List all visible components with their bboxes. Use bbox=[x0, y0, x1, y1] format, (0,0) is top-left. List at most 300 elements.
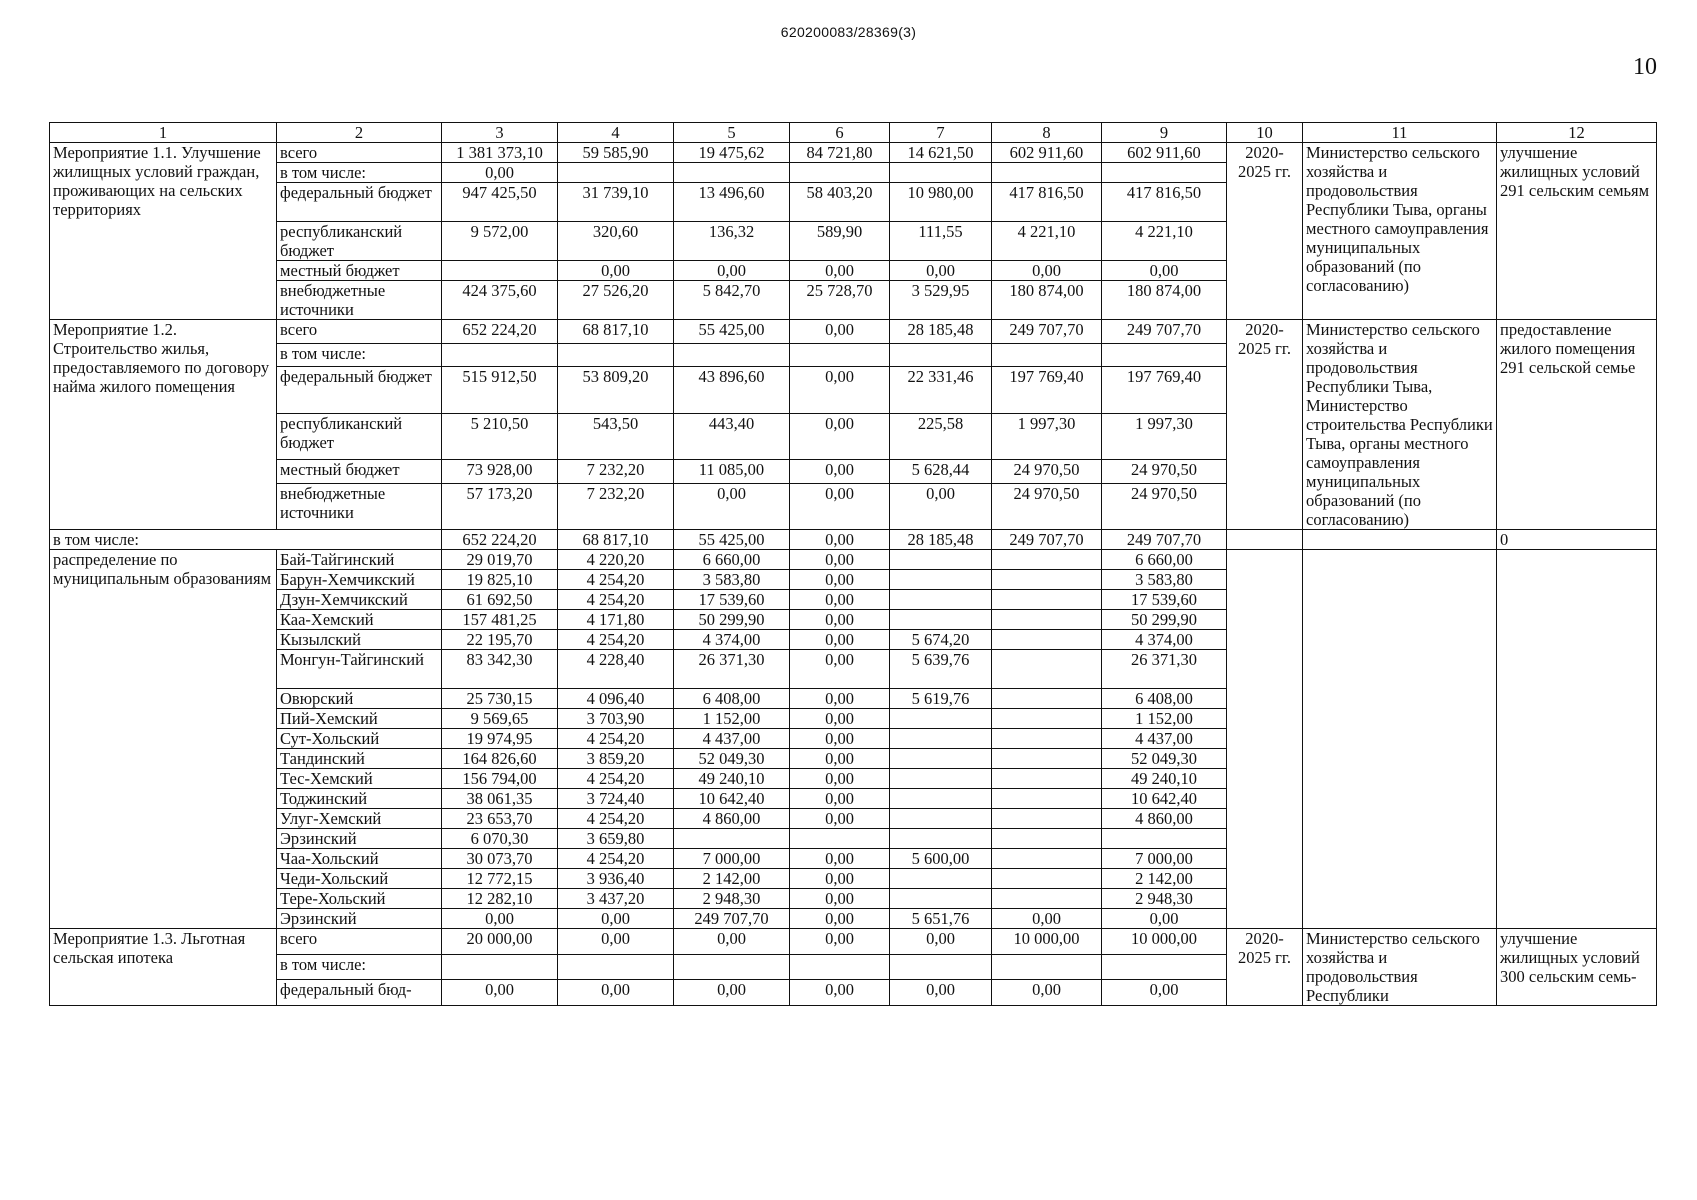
amount-cell: 4 254,20 bbox=[558, 809, 674, 829]
amount-cell: 4 221,10 bbox=[992, 222, 1102, 261]
amount-cell: 0,00 bbox=[790, 709, 890, 729]
amount-cell: 6 660,00 bbox=[674, 550, 790, 570]
amount-cell: 0,00 bbox=[790, 483, 890, 529]
municipality-name: Чеди-Хольский bbox=[277, 869, 442, 889]
column-header: 4 bbox=[558, 123, 674, 143]
amount-cell: 0,00 bbox=[790, 909, 890, 929]
amount-cell: 0,00 bbox=[790, 849, 890, 869]
amount-cell bbox=[992, 163, 1102, 183]
funding-source-label: в том числе: bbox=[277, 163, 442, 183]
amount-cell: 55 425,00 bbox=[674, 320, 790, 344]
column-header: 7 bbox=[890, 123, 992, 143]
executor-cell: Министерство сельского хозяйства и продовольствия Республики Тыва, Министерство строительства Республики Тыва, органы местного самоуправления муниципальных образований (по согласованию) bbox=[1303, 320, 1497, 530]
column-header: 3 bbox=[442, 123, 558, 143]
municipality-name: Каа-Хемский bbox=[277, 610, 442, 630]
period-cell: 2020-2025 гг. bbox=[1227, 143, 1303, 320]
amount-cell: 10 980,00 bbox=[890, 183, 992, 222]
executor-cell bbox=[1303, 530, 1497, 550]
executor-cell: Министерство сельского хозяйства и продовольствия Республики Тыва, органы местного самоуправления муниципальных образований (по согласованию) bbox=[1303, 143, 1497, 320]
amount-cell bbox=[992, 570, 1102, 590]
amount-cell bbox=[890, 789, 992, 809]
municipality-name: Тоджинский bbox=[277, 789, 442, 809]
amount-cell bbox=[992, 590, 1102, 610]
funding-source-label: федеральный бюджет bbox=[277, 183, 442, 222]
amount-cell: 249 707,70 bbox=[1102, 320, 1227, 344]
amount-cell bbox=[992, 729, 1102, 749]
amount-cell: 4 221,10 bbox=[1102, 222, 1227, 261]
amount-cell: 652 224,20 bbox=[442, 320, 558, 344]
amount-cell: 24 970,50 bbox=[992, 459, 1102, 483]
amount-cell: 4 437,00 bbox=[1102, 729, 1227, 749]
amount-cell: 38 061,35 bbox=[442, 789, 558, 809]
amount-cell: 19 974,95 bbox=[442, 729, 558, 749]
amount-cell: 29 019,70 bbox=[442, 550, 558, 570]
column-header: 11 bbox=[1303, 123, 1497, 143]
amount-cell: 0,00 bbox=[890, 929, 992, 955]
funding-source-label: внебюджетные источники bbox=[277, 281, 442, 320]
measure-title: Мероприятие 1.1. Улучшение жилищных условий граждан, проживающих на сельских территориях bbox=[50, 143, 277, 320]
amount-cell: 947 425,50 bbox=[442, 183, 558, 222]
amount-cell: 0,00 bbox=[790, 929, 890, 955]
amount-cell: 10 000,00 bbox=[992, 929, 1102, 955]
amount-cell bbox=[992, 869, 1102, 889]
document-id: 620200083/28369(3) bbox=[780, 24, 917, 40]
subtotal-label: в том числе: bbox=[50, 530, 442, 550]
amount-cell: 26 371,30 bbox=[674, 650, 790, 689]
amount-cell bbox=[674, 954, 790, 980]
amount-cell: 10 000,00 bbox=[1102, 929, 1227, 955]
municipality-name: Овюрский bbox=[277, 689, 442, 709]
funding-source-label: федеральный бюд- bbox=[277, 980, 442, 1006]
amount-cell bbox=[558, 163, 674, 183]
amount-cell: 0,00 bbox=[1102, 909, 1227, 929]
amount-cell: 6 070,30 bbox=[442, 829, 558, 849]
amount-cell: 0,00 bbox=[790, 261, 890, 281]
amount-cell: 84 721,80 bbox=[790, 143, 890, 163]
amount-cell bbox=[992, 343, 1102, 367]
amount-cell: 156 794,00 bbox=[442, 769, 558, 789]
amount-cell bbox=[992, 610, 1102, 630]
column-header: 12 bbox=[1497, 123, 1657, 143]
amount-cell: 59 585,90 bbox=[558, 143, 674, 163]
amount-cell: 2 948,30 bbox=[674, 889, 790, 909]
amount-cell: 1 997,30 bbox=[992, 413, 1102, 459]
amount-cell bbox=[890, 343, 992, 367]
amount-cell: 5 600,00 bbox=[890, 849, 992, 869]
column-header: 9 bbox=[1102, 123, 1227, 143]
amount-cell bbox=[992, 829, 1102, 849]
amount-cell: 0,00 bbox=[790, 367, 890, 413]
amount-cell bbox=[790, 163, 890, 183]
amount-cell: 4 096,40 bbox=[558, 689, 674, 709]
amount-cell: 417 816,50 bbox=[1102, 183, 1227, 222]
amount-cell bbox=[992, 849, 1102, 869]
amount-cell: 68 817,10 bbox=[558, 320, 674, 344]
amount-cell: 4 254,20 bbox=[558, 630, 674, 650]
amount-cell bbox=[890, 749, 992, 769]
amount-cell bbox=[992, 689, 1102, 709]
measure-title: Мероприятие 1.2. Строительство жилья, предоставляемого по договору найма жилого помещения bbox=[50, 320, 277, 530]
column-header: 6 bbox=[790, 123, 890, 143]
amount-cell: 249 707,70 bbox=[992, 530, 1102, 550]
amount-cell: 0,00 bbox=[790, 459, 890, 483]
amount-cell bbox=[992, 630, 1102, 650]
amount-cell: 0,00 bbox=[790, 729, 890, 749]
amount-cell: 6 408,00 bbox=[674, 689, 790, 709]
municipality-name: Пий-Хемский bbox=[277, 709, 442, 729]
amount-cell bbox=[1102, 954, 1227, 980]
amount-cell bbox=[992, 769, 1102, 789]
amount-cell: 0,00 bbox=[674, 261, 790, 281]
amount-cell bbox=[992, 749, 1102, 769]
amount-cell: 19 475,62 bbox=[674, 143, 790, 163]
amount-cell: 4 437,00 bbox=[674, 729, 790, 749]
column-header: 8 bbox=[992, 123, 1102, 143]
amount-cell: 0,00 bbox=[992, 980, 1102, 1006]
municipality-name: Дзун-Хемчикский bbox=[277, 590, 442, 610]
amount-cell: 320,60 bbox=[558, 222, 674, 261]
result-cell: предоставление жилого помещения 291 сельской семье bbox=[1497, 320, 1657, 530]
amount-cell: 14 621,50 bbox=[890, 143, 992, 163]
amount-cell: 602 911,60 bbox=[1102, 143, 1227, 163]
period-cell: 2020-2025 гг. bbox=[1227, 929, 1303, 1006]
amount-cell bbox=[890, 769, 992, 789]
amount-cell: 225,58 bbox=[890, 413, 992, 459]
amount-cell: 52 049,30 bbox=[1102, 749, 1227, 769]
municipality-name: Тандинский bbox=[277, 749, 442, 769]
amount-cell: 57 173,20 bbox=[442, 483, 558, 529]
amount-cell: 0,00 bbox=[790, 413, 890, 459]
amount-cell: 589,90 bbox=[790, 222, 890, 261]
municipality-name: Эрзинский bbox=[277, 909, 442, 929]
amount-cell: 136,32 bbox=[674, 222, 790, 261]
amount-cell: 0,00 bbox=[674, 980, 790, 1006]
amount-cell: 0,00 bbox=[558, 261, 674, 281]
amount-cell bbox=[992, 889, 1102, 909]
amount-cell: 4 374,00 bbox=[1102, 630, 1227, 650]
funding-source-label: в том числе: bbox=[277, 343, 442, 367]
amount-cell: 417 816,50 bbox=[992, 183, 1102, 222]
header-row bbox=[50, 123, 1657, 143]
amount-cell: 3 583,80 bbox=[1102, 570, 1227, 590]
amount-cell: 3 724,40 bbox=[558, 789, 674, 809]
amount-cell: 0,00 bbox=[790, 570, 890, 590]
page-number: 10 bbox=[1633, 54, 1657, 80]
amount-cell: 0,00 bbox=[790, 769, 890, 789]
amount-cell bbox=[890, 570, 992, 590]
budget-table bbox=[49, 122, 1657, 1006]
amount-cell: 9 569,65 bbox=[442, 709, 558, 729]
amount-cell: 4 254,20 bbox=[558, 849, 674, 869]
amount-cell: 3 529,95 bbox=[890, 281, 992, 320]
amount-cell: 0,00 bbox=[790, 630, 890, 650]
amount-cell: 52 049,30 bbox=[674, 749, 790, 769]
funding-source-label: всего bbox=[277, 320, 442, 344]
table-row bbox=[50, 320, 1657, 344]
amount-cell: 24 970,50 bbox=[992, 483, 1102, 529]
amount-cell: 4 374,00 bbox=[674, 630, 790, 650]
amount-cell: 0,00 bbox=[558, 909, 674, 929]
municipality-name: Барун-Хемчикский bbox=[277, 570, 442, 590]
table-row bbox=[50, 929, 1657, 955]
amount-cell: 4 254,20 bbox=[558, 570, 674, 590]
amount-cell bbox=[1102, 163, 1227, 183]
amount-cell: 0,00 bbox=[1102, 980, 1227, 1006]
amount-cell bbox=[890, 610, 992, 630]
amount-cell: 7 232,20 bbox=[558, 459, 674, 483]
amount-cell: 4 254,20 bbox=[558, 769, 674, 789]
amount-cell: 24 970,50 bbox=[1102, 459, 1227, 483]
amount-cell: 180 874,00 bbox=[1102, 281, 1227, 320]
measure-title: Мероприятие 1.3. Льготная сельская ипотека bbox=[50, 929, 277, 1006]
amount-cell: 50 299,90 bbox=[674, 610, 790, 630]
amount-cell: 55 425,00 bbox=[674, 530, 790, 550]
amount-cell: 3 859,20 bbox=[558, 749, 674, 769]
amount-cell: 2 142,00 bbox=[674, 869, 790, 889]
amount-cell: 4 254,20 bbox=[558, 590, 674, 610]
municipality-name: Монгун-Тайгинский bbox=[277, 650, 442, 689]
amount-cell: 5 210,50 bbox=[442, 413, 558, 459]
amount-cell bbox=[674, 163, 790, 183]
amount-cell: 22 331,46 bbox=[890, 367, 992, 413]
result-cell: 0 bbox=[1497, 530, 1657, 550]
amount-cell: 0,00 bbox=[890, 980, 992, 1006]
amount-cell: 0,00 bbox=[790, 530, 890, 550]
amount-cell: 6 660,00 bbox=[1102, 550, 1227, 570]
amount-cell: 1 381 373,10 bbox=[442, 143, 558, 163]
funding-source-label: республиканский бюджет bbox=[277, 222, 442, 261]
amount-cell: 31 739,10 bbox=[558, 183, 674, 222]
amount-cell bbox=[890, 889, 992, 909]
amount-cell: 83 342,30 bbox=[442, 650, 558, 689]
amount-cell: 23 653,70 bbox=[442, 809, 558, 829]
amount-cell: 2 948,30 bbox=[1102, 889, 1227, 909]
amount-cell bbox=[790, 829, 890, 849]
column-header: 1 bbox=[50, 123, 277, 143]
amount-cell bbox=[442, 954, 558, 980]
amount-cell: 602 911,60 bbox=[992, 143, 1102, 163]
funding-source-label: в том числе: bbox=[277, 954, 442, 980]
amount-cell: 164 826,60 bbox=[442, 749, 558, 769]
amount-cell: 53 809,20 bbox=[558, 367, 674, 413]
funding-source-label: республиканский бюджет bbox=[277, 413, 442, 459]
amount-cell: 10 642,40 bbox=[674, 789, 790, 809]
amount-cell: 0,00 bbox=[442, 163, 558, 183]
amount-cell: 0,00 bbox=[790, 789, 890, 809]
funding-source-label: местный бюджет bbox=[277, 261, 442, 281]
municipality-name: Чаа-Хольский bbox=[277, 849, 442, 869]
table-row bbox=[50, 143, 1657, 163]
amount-cell: 543,50 bbox=[558, 413, 674, 459]
municipality-name: Тес-Хемский bbox=[277, 769, 442, 789]
municipality-row bbox=[50, 550, 1657, 570]
amount-cell bbox=[890, 809, 992, 829]
column-header: 2 bbox=[277, 123, 442, 143]
amount-cell: 249 707,70 bbox=[992, 320, 1102, 344]
executor-cell: Министерство сельского хозяйства и продовольствия Республики bbox=[1303, 929, 1497, 1006]
amount-cell: 5 651,76 bbox=[890, 909, 992, 929]
amount-cell bbox=[790, 954, 890, 980]
amount-cell: 25 728,70 bbox=[790, 281, 890, 320]
amount-cell: 443,40 bbox=[674, 413, 790, 459]
amount-cell: 0,00 bbox=[558, 980, 674, 1006]
amount-cell: 43 896,60 bbox=[674, 367, 790, 413]
amount-cell: 3 703,90 bbox=[558, 709, 674, 729]
amount-cell: 7 000,00 bbox=[1102, 849, 1227, 869]
amount-cell: 1 152,00 bbox=[1102, 709, 1227, 729]
amount-cell: 4 228,40 bbox=[558, 650, 674, 689]
amount-cell: 1 997,30 bbox=[1102, 413, 1227, 459]
amount-cell: 10 642,40 bbox=[1102, 789, 1227, 809]
amount-cell bbox=[890, 163, 992, 183]
amount-cell bbox=[992, 709, 1102, 729]
amount-cell: 0,00 bbox=[790, 610, 890, 630]
amount-cell: 0,00 bbox=[442, 980, 558, 1006]
amount-cell: 4 171,80 bbox=[558, 610, 674, 630]
amount-cell: 197 769,40 bbox=[1102, 367, 1227, 413]
period-cell bbox=[1227, 530, 1303, 550]
amount-cell: 73 928,00 bbox=[442, 459, 558, 483]
amount-cell: 28 185,48 bbox=[890, 530, 992, 550]
municipality-name: Эрзинский bbox=[277, 829, 442, 849]
amount-cell: 49 240,10 bbox=[674, 769, 790, 789]
amount-cell: 0,00 bbox=[992, 261, 1102, 281]
amount-cell bbox=[992, 550, 1102, 570]
amount-cell: 4 220,20 bbox=[558, 550, 674, 570]
amount-cell bbox=[890, 550, 992, 570]
amount-cell: 0,00 bbox=[558, 929, 674, 955]
amount-cell: 0,00 bbox=[674, 483, 790, 529]
amount-cell: 0,00 bbox=[790, 869, 890, 889]
amount-cell: 1 152,00 bbox=[674, 709, 790, 729]
municipality-name: Улуг-Хемский bbox=[277, 809, 442, 829]
amount-cell bbox=[992, 954, 1102, 980]
amount-cell: 180 874,00 bbox=[992, 281, 1102, 320]
amount-cell bbox=[558, 954, 674, 980]
amount-cell: 11 085,00 bbox=[674, 459, 790, 483]
amount-cell bbox=[890, 590, 992, 610]
amount-cell: 28 185,48 bbox=[890, 320, 992, 344]
amount-cell: 3 659,80 bbox=[558, 829, 674, 849]
amount-cell: 5 619,76 bbox=[890, 689, 992, 709]
amount-cell: 111,55 bbox=[890, 222, 992, 261]
amount-cell: 27 526,20 bbox=[558, 281, 674, 320]
amount-cell: 58 403,20 bbox=[790, 183, 890, 222]
executor-cell bbox=[1303, 550, 1497, 929]
result-cell: улучшение жилищных условий 291 сельским семьям bbox=[1497, 143, 1657, 320]
amount-cell bbox=[1102, 829, 1227, 849]
subtotal-row bbox=[50, 530, 1657, 550]
amount-cell: 17 539,60 bbox=[674, 590, 790, 610]
amount-cell: 4 254,20 bbox=[558, 729, 674, 749]
amount-cell bbox=[890, 869, 992, 889]
period-cell: 2020-2025 гг. bbox=[1227, 320, 1303, 530]
result-cell: улучшение жилищных условий 300 сельским семь- bbox=[1497, 929, 1657, 1006]
amount-cell bbox=[890, 829, 992, 849]
amount-cell bbox=[992, 809, 1102, 829]
amount-cell bbox=[442, 261, 558, 281]
amount-cell: 6 408,00 bbox=[1102, 689, 1227, 709]
distribution-title: распределение по муниципальным образованиям bbox=[50, 550, 277, 929]
amount-cell: 4 860,00 bbox=[1102, 809, 1227, 829]
amount-cell: 5 842,70 bbox=[674, 281, 790, 320]
amount-cell bbox=[890, 729, 992, 749]
amount-cell: 13 496,60 bbox=[674, 183, 790, 222]
amount-cell bbox=[890, 709, 992, 729]
amount-cell: 61 692,50 bbox=[442, 590, 558, 610]
amount-cell: 30 073,70 bbox=[442, 849, 558, 869]
amount-cell: 0,00 bbox=[992, 909, 1102, 929]
amount-cell: 0,00 bbox=[790, 889, 890, 909]
amount-cell: 25 730,15 bbox=[442, 689, 558, 709]
amount-cell: 9 572,00 bbox=[442, 222, 558, 261]
amount-cell bbox=[890, 954, 992, 980]
column-header: 5 bbox=[674, 123, 790, 143]
amount-cell: 0,00 bbox=[790, 809, 890, 829]
amount-cell: 20 000,00 bbox=[442, 929, 558, 955]
amount-cell bbox=[1102, 343, 1227, 367]
amount-cell: 3 936,40 bbox=[558, 869, 674, 889]
amount-cell: 22 195,70 bbox=[442, 630, 558, 650]
amount-cell: 157 481,25 bbox=[442, 610, 558, 630]
amount-cell: 515 912,50 bbox=[442, 367, 558, 413]
amount-cell: 652 224,20 bbox=[442, 530, 558, 550]
amount-cell: 0,00 bbox=[790, 689, 890, 709]
amount-cell: 68 817,10 bbox=[558, 530, 674, 550]
amount-cell: 424 375,60 bbox=[442, 281, 558, 320]
amount-cell: 12 282,10 bbox=[442, 889, 558, 909]
result-cell bbox=[1497, 550, 1657, 929]
period-cell bbox=[1227, 550, 1303, 929]
amount-cell: 3 437,20 bbox=[558, 889, 674, 909]
funding-source-label: внебюджетные источники bbox=[277, 483, 442, 529]
amount-cell: 0,00 bbox=[790, 980, 890, 1006]
amount-cell: 49 240,10 bbox=[1102, 769, 1227, 789]
amount-cell: 4 860,00 bbox=[674, 809, 790, 829]
amount-cell: 0,00 bbox=[790, 590, 890, 610]
amount-cell: 0,00 bbox=[890, 261, 992, 281]
amount-cell bbox=[674, 343, 790, 367]
amount-cell bbox=[992, 789, 1102, 809]
amount-cell: 2 142,00 bbox=[1102, 869, 1227, 889]
amount-cell: 0,00 bbox=[442, 909, 558, 929]
amount-cell: 249 707,70 bbox=[674, 909, 790, 929]
amount-cell: 17 539,60 bbox=[1102, 590, 1227, 610]
amount-cell: 0,00 bbox=[790, 320, 890, 344]
amount-cell: 5 639,76 bbox=[890, 650, 992, 689]
amount-cell: 19 825,10 bbox=[442, 570, 558, 590]
municipality-name: Тере-Хольский bbox=[277, 889, 442, 909]
amount-cell: 0,00 bbox=[790, 550, 890, 570]
funding-source-label: местный бюджет bbox=[277, 459, 442, 483]
column-header: 10 bbox=[1227, 123, 1303, 143]
amount-cell: 0,00 bbox=[890, 483, 992, 529]
amount-cell bbox=[442, 343, 558, 367]
amount-cell: 0,00 bbox=[790, 749, 890, 769]
amount-cell: 12 772,15 bbox=[442, 869, 558, 889]
amount-cell bbox=[992, 650, 1102, 689]
amount-cell: 3 583,80 bbox=[674, 570, 790, 590]
amount-cell: 5 628,44 bbox=[890, 459, 992, 483]
amount-cell: 7 232,20 bbox=[558, 483, 674, 529]
municipality-name: Бай-Тайгинский bbox=[277, 550, 442, 570]
amount-cell bbox=[558, 343, 674, 367]
amount-cell: 24 970,50 bbox=[1102, 483, 1227, 529]
amount-cell: 7 000,00 bbox=[674, 849, 790, 869]
funding-source-label: федеральный бюджет bbox=[277, 367, 442, 413]
amount-cell: 249 707,70 bbox=[1102, 530, 1227, 550]
funding-source-label: всего bbox=[277, 929, 442, 955]
